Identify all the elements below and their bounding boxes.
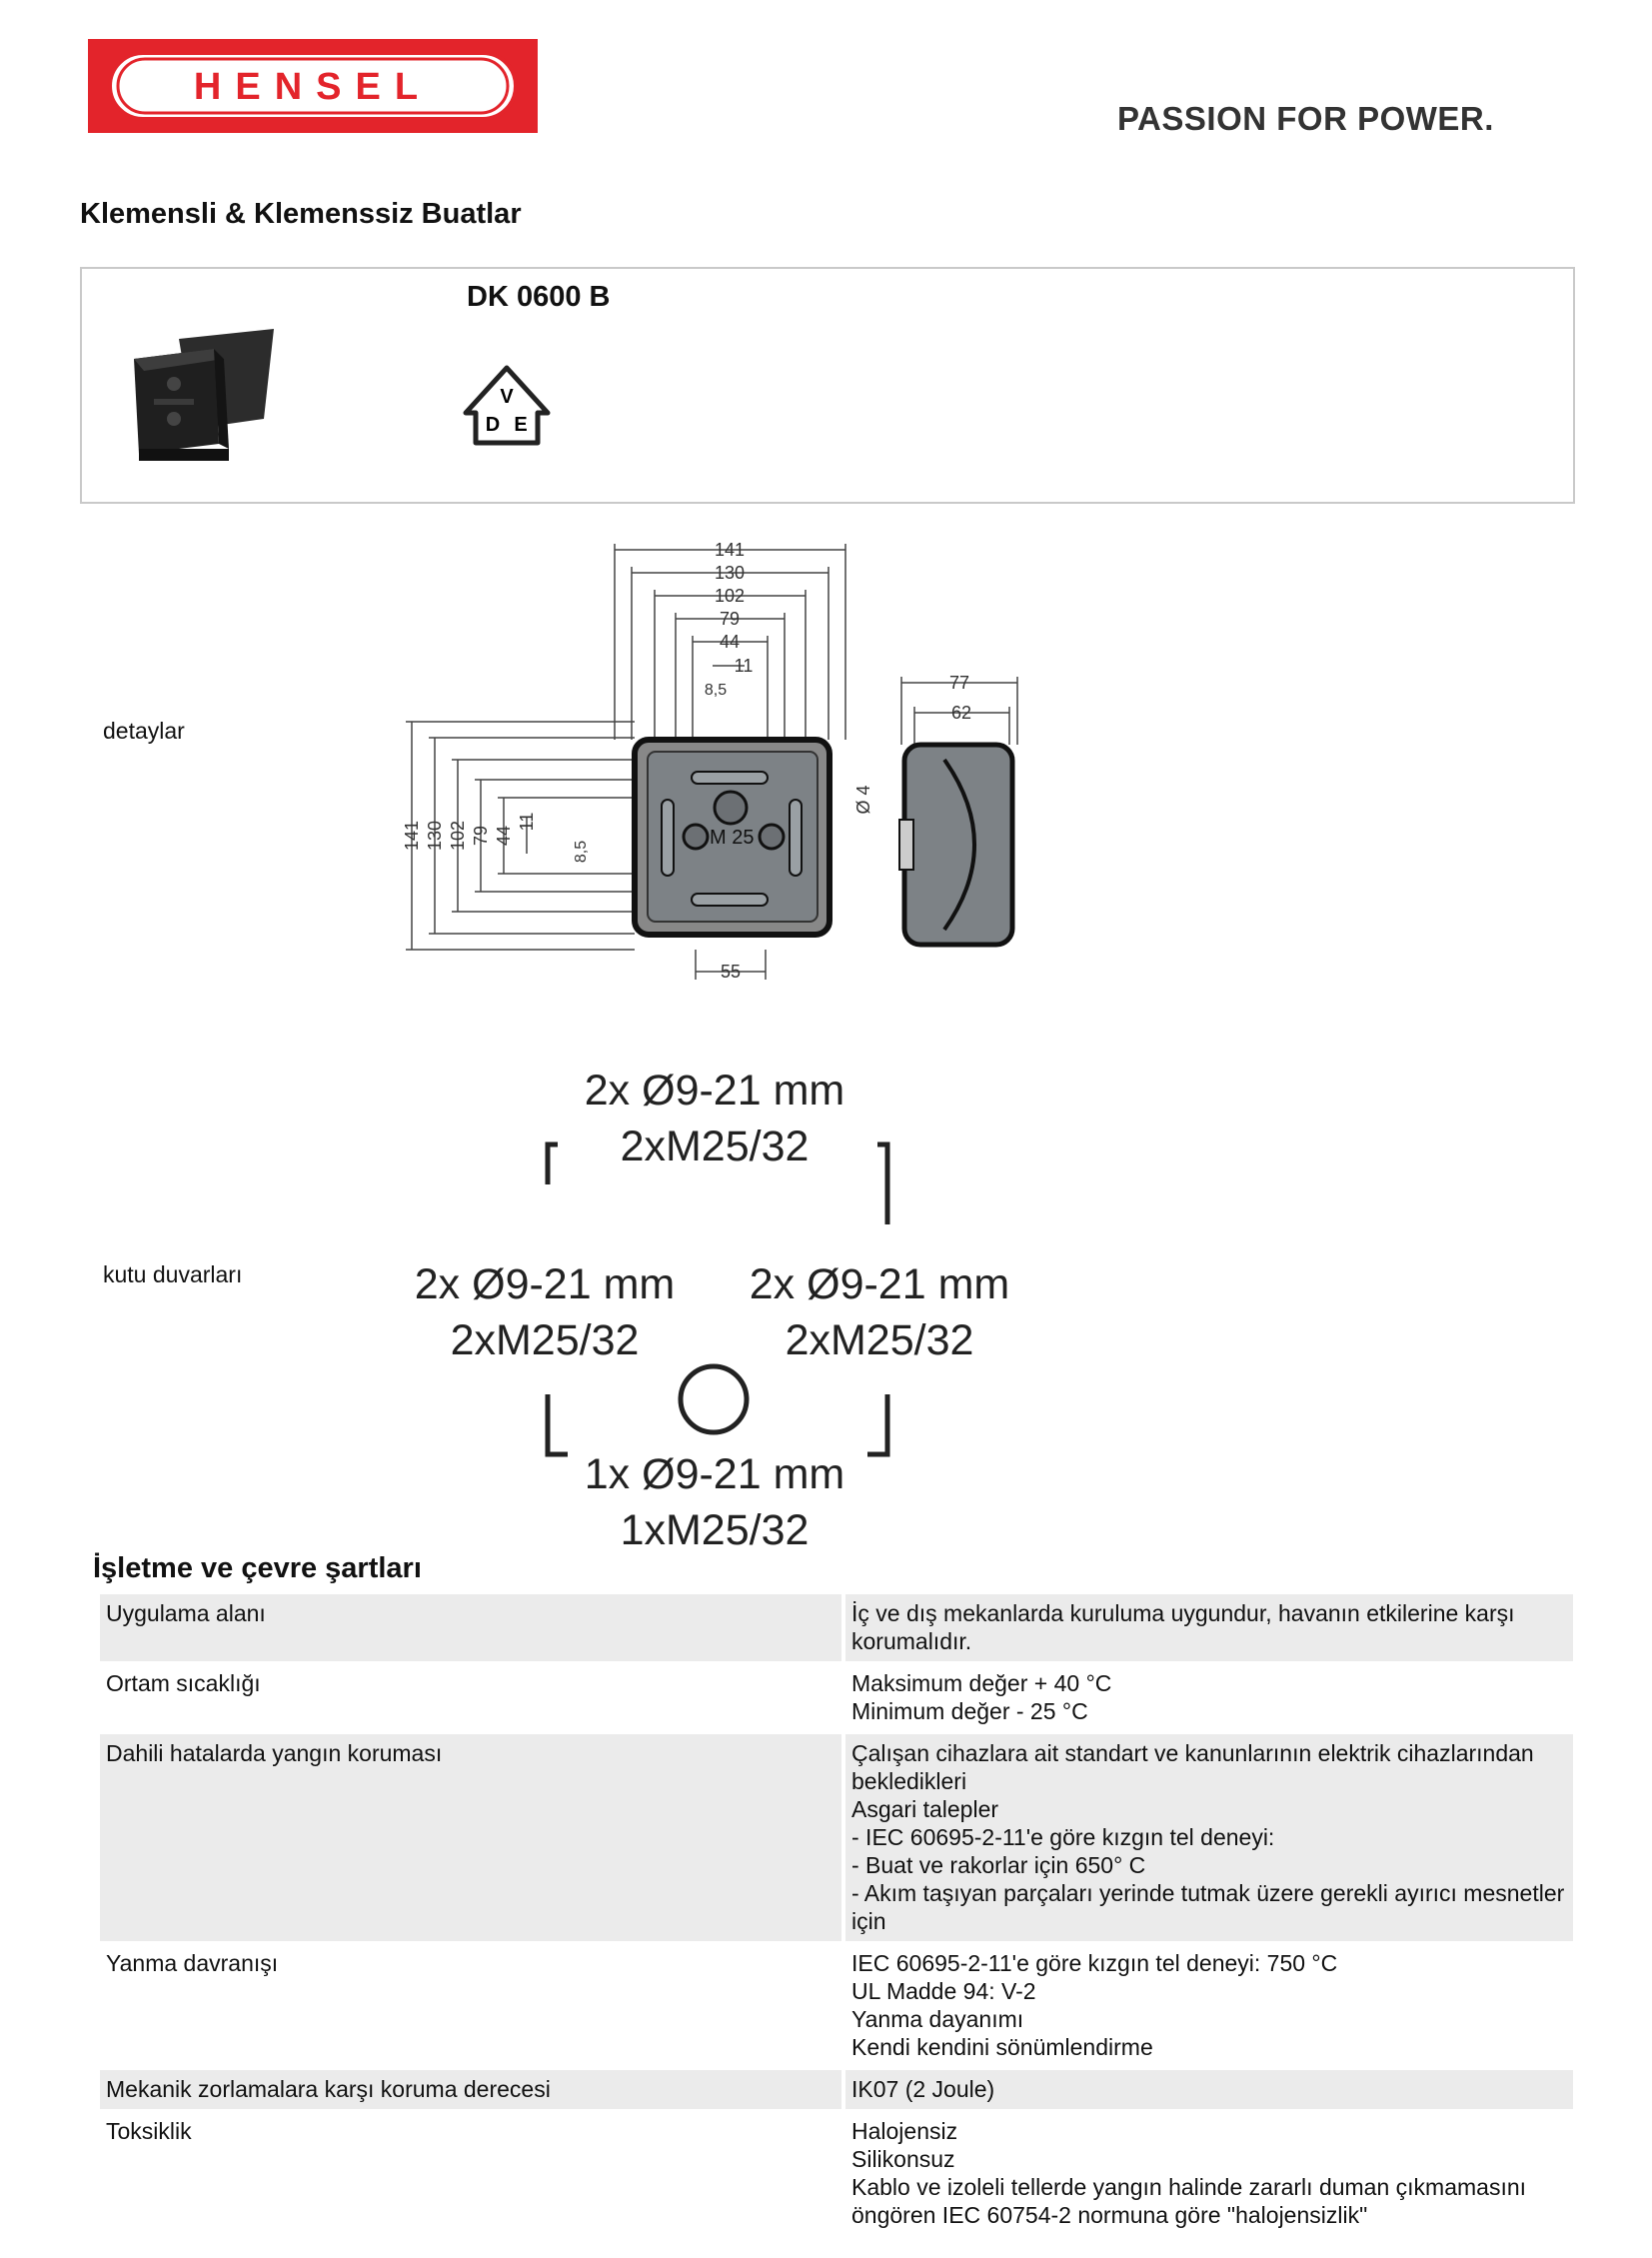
- dim-hole: Ø 4: [853, 785, 873, 815]
- logo-text: HENSEL: [193, 66, 433, 108]
- dim-left-8-5: 8,5: [573, 840, 590, 864]
- dim-left-130: 130: [425, 820, 445, 852]
- dim-top-44: 44: [719, 632, 741, 652]
- row-key: Ortam sıcaklığı: [106, 1670, 261, 1696]
- operating-conditions-table: [96, 1591, 1577, 2238]
- svg-text:E: E: [514, 414, 528, 436]
- row-key: Dahili hatalarda yangın koruması: [100, 1734, 841, 1941]
- row-key: Mekanik zorlamalara karşı koruma derecesi: [100, 2070, 841, 2109]
- left-wall-line2: 2xM25/32: [450, 1316, 640, 1364]
- right-wall-line1: 2x Ø9-21 mm: [749, 1260, 1010, 1308]
- walls-label: kutu duvarları: [103, 1261, 243, 1287]
- vde-certification-icon: [463, 365, 551, 447]
- table-row: [100, 2070, 1573, 2109]
- bottom-wall-line2: 1xM25/32: [620, 1506, 810, 1554]
- center-label: M 25: [710, 827, 755, 849]
- slogan: PASSION FOR POWER.: [1117, 100, 1494, 137]
- row-value: İç ve dış mekanlarda kuruluma uygundur, havanın etkilerine karşı korumalıdır.: [845, 1594, 1573, 1661]
- section-title: Klemensli & Klemenssiz Buatlar: [80, 198, 522, 230]
- svg-text:D: D: [485, 414, 501, 436]
- row-key: Toksiklik: [106, 2118, 192, 2144]
- table-row: [100, 1664, 1573, 1731]
- product-card: [80, 267, 1575, 504]
- product-image: [124, 319, 284, 469]
- row-key: Uygulama alanı: [100, 1594, 841, 1661]
- dim-top-130: 130: [714, 563, 746, 583]
- bottom-wall-line1: 1x Ø9-21 mm: [584, 1450, 845, 1498]
- dim-top-102: 102: [714, 586, 746, 606]
- operating-conditions-title: İşletme ve çevre şartları: [93, 1552, 422, 1584]
- dim-left-44: 44: [494, 825, 514, 847]
- dim-left-141: 141: [402, 820, 422, 852]
- row-value: Maksimum değer + 40 °C Minimum değer - 25 °C: [851, 1670, 1112, 1724]
- dim-left-79: 79: [471, 825, 491, 847]
- box-walls-diagram: [390, 1045, 1039, 1564]
- details-label: detaylar: [103, 718, 185, 744]
- dim-top-79: 79: [719, 609, 741, 629]
- top-wall-line1: 2x Ø9-21 mm: [584, 1067, 845, 1115]
- dim-top-11: 11: [734, 656, 754, 676]
- dim-left-102: 102: [448, 820, 468, 852]
- left-wall-line1: 2x Ø9-21 mm: [414, 1260, 676, 1308]
- dim-side-77: 77: [948, 673, 970, 693]
- top-wall-line2: 2xM25/32: [620, 1123, 810, 1170]
- row-value: Halojensiz Silikonsuz Kablo ve izoleli tellerde yangın halinde zararlı duman çıkmamasını öngören IEC 60754-2 normuna göre "halojensizlik": [851, 2118, 1527, 2228]
- dim-top-141: 141: [714, 540, 746, 560]
- row-value: IK07 (2 Joule): [845, 2070, 1573, 2109]
- row-value: Çalışan cihazlara ait standart ve kanunlarının elektrik cihazlarından bekledikleri Asgari talepler - IEC 60695-2-11'e göre kızgın tel deneyi: - Buat ve rakorlar için 650° C - Akım taşıyan parçaları yerinde tutmak üzere gerekli ayırıcı mesnetler için: [845, 1734, 1573, 1941]
- product-code: DK 0600 B: [467, 281, 611, 313]
- dim-top-8-5: 8,5: [704, 682, 728, 699]
- dim-side-62: 62: [950, 703, 972, 723]
- row-key: Yanma davranışı: [106, 1950, 279, 1976]
- dim-bottom-55: 55: [720, 962, 742, 982]
- dim-left-11: 11: [517, 812, 537, 832]
- table-row: [100, 1594, 1573, 1661]
- table-row: [100, 2112, 1573, 2235]
- row-value: IEC 60695-2-11'e göre kızgın tel deneyi: 750 °C UL Madde 94: V-2 Yanma dayanımı Kendi kendini sönümlendirme: [851, 1950, 1338, 2060]
- table-row: [100, 1944, 1573, 2067]
- hensel-logo: [88, 39, 538, 133]
- table-row: [100, 1734, 1573, 1941]
- technical-drawing: [400, 530, 1059, 1000]
- right-wall-line2: 2xM25/32: [785, 1316, 974, 1364]
- svg-text:V: V: [500, 386, 514, 408]
